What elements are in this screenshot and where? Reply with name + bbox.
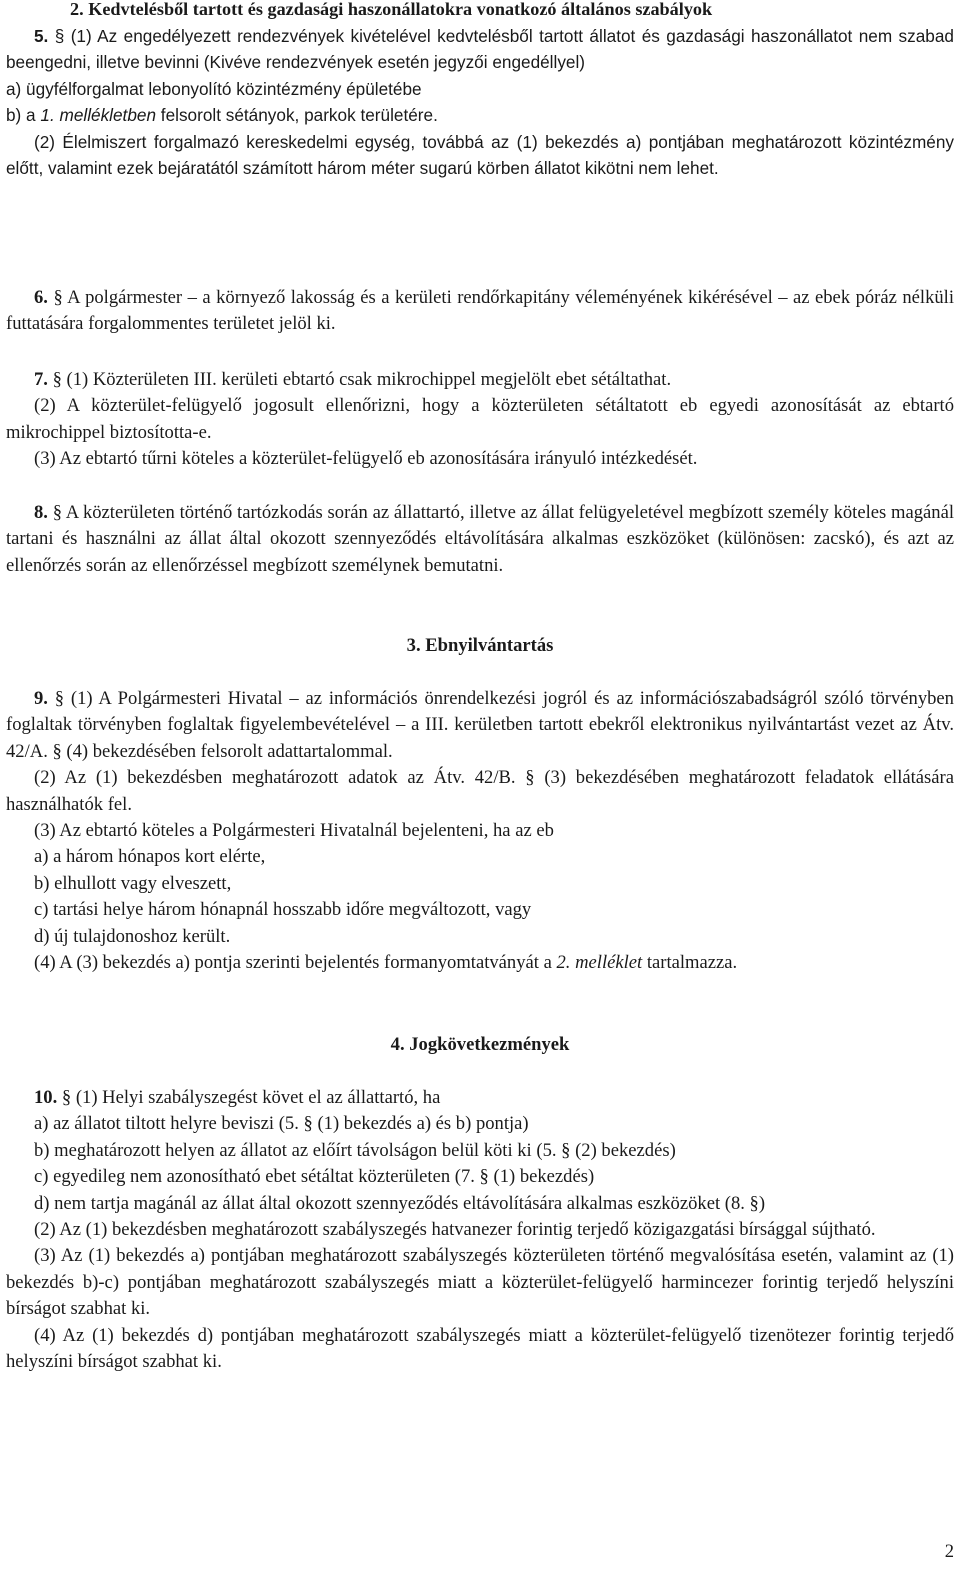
section-8-paragraph: [6, 500, 954, 579]
section-number: 10.: [34, 1087, 58, 1108]
section-number: 8.: [34, 502, 48, 523]
section-9-text: § (1) A Polgármesteri Hivatal – az információs önrendelkezési jogról és az információszabadságról szóló törvényben foglaltak törvényben foglaltak figyelembevételével – a III. kerületben tartott ebekről elektronikus nyilvántartást vezet az Átv. 42/A. § (4) bekezdésében felsorolt adattartalommal.: [6, 688, 954, 762]
section-6: [6, 285, 954, 338]
section-7-paragraph-3: (3) Az ebtartó tűrni köteles a közterület-felügyelő eb azonosítására irányuló intézkedését.: [34, 448, 698, 470]
section-10-item-d: d) nem tartja magánál az állat által okozott szennyeződés eltávolítására alkalmas eszközöket (8. §): [34, 1192, 766, 1214]
section-9-paragraph-2: (2) Az (1) bekezdésben meghatározott adatok az Átv. 42/B. § (3) bekezdésében meghatározott feladatok ellátására használhatók fel.: [6, 767, 954, 815]
section-10-item-c: c) egyedileg nem azonosítható ebet sétáltat közterületen (7. § (1) bekezdés): [34, 1166, 595, 1188]
section-10-paragraph-3: (3) Az (1) bekezdés a) pontjában meghatározott szabályszegés közterületen történő megvalósítása esetén, valamint az (1) bekezdés b)-c) pontjában meghatározott szabályszegés miatt a közterület-felügyelő harmincezer forintig terjedő helyszíni bírságot szabhat ki.: [6, 1245, 954, 1320]
section-title-jogkovetkezmenyek: 4. Jogkövetkezmények: [390, 1034, 570, 1055]
section-9-item-c: c) tartási helye három hónapnál hosszabb időre megváltozott, vagy: [34, 899, 532, 921]
section-5-item-a: a) ügyfélforgalmat lebonyolító közintézmény épületébe: [6, 78, 422, 99]
section-5-item-b: [6, 102, 954, 128]
section-5-paragraph-1: [6, 23, 954, 76]
section-5-paragraph-2: (2) Élelmiszert forgalmazó kereskedelmi egység, továbbá az (1) bekezdés a) pontjában meghatározott közintézmény előtt, valamint ezek bejáratától számított három méter sugarú körben állatot kikötni nem lehet.: [6, 131, 954, 179]
section-number: 6.: [34, 287, 48, 308]
annex-reference: 2. melléklet: [556, 952, 643, 974]
section-10-paragraph-2: (2) Az (1) bekezdésben meghatározott szabályszegés hatvanezer forintig terjedő közigazgatási bírsággal sújtható.: [34, 1219, 876, 1241]
section-10-item-b: b) meghatározott helyen az állatot az előírt távolságon belül köti ki (5. § (2) bekezdés): [34, 1139, 676, 1161]
section-number: 5.: [34, 26, 49, 46]
section-8-text: § A közterületen történő tartózkodás során az állattartó, illetve az állat felügyeletével megbízott személy köteles magánál tartani és használni az állat által okozott szennyeződés eltávolítására alkalmas eszközöket (különösen: zacskó), és azt az ellenőrzés során az ellenőrzéssel megbízott személynek bemutatni.: [6, 502, 954, 576]
page-number: 2: [944, 1541, 954, 1562]
chapter-heading: 2. Kedvtelésből tartott és gazdasági haszonállatokra vonatkozó általános szabályok: [70, 0, 713, 19]
section-10-paragraph-1: [6, 1085, 954, 1111]
section-9-paragraph-4: [6, 950, 954, 976]
section-9: [6, 686, 954, 976]
section-8: [6, 500, 954, 579]
section-10-item-a: a) az állatot tiltott helyre beviszi (5. § (1) bekezdés a) és b) pontja): [34, 1113, 529, 1135]
section-9-item-b: b) elhullott vagy elveszett,: [34, 872, 232, 894]
item-b-suffix: felsorolt sétányok, parkok területére.: [156, 105, 438, 126]
section-number: 9.: [34, 688, 48, 709]
section-7-paragraph-2: (2) A közterület-felügyelő jogosult ellenőrizni, hogy a közterületen sétáltatott eb egyedi azonosítását az ebtartó mikrochippel biztosította-e.: [6, 395, 954, 443]
section-7: [6, 367, 954, 473]
section-5: [6, 23, 954, 181]
section-9-item-d: d) új tulajdonoshoz került.: [34, 925, 231, 947]
annex-reference: 1. mellékletben: [40, 105, 157, 126]
section-10-paragraph-4: (4) Az (1) bekezdés d) pontjában meghatározott szabályszegés miatt a közterület-felügyelő tizenötezer forintig terjedő helyszíni bírságot szabhat ki.: [6, 1324, 954, 1373]
section-9-paragraph-3: (3) Az ebtartó köteles a Polgármesteri Hivatalnál bejelenteni, ha az eb: [34, 820, 554, 842]
item-b-prefix: b) a: [6, 105, 41, 126]
paragraph-4-suffix: tartalmazza.: [642, 952, 738, 974]
section-7-paragraph-1: [6, 367, 954, 393]
section-5-text: § (1) Az engedélyezett rendezvények kivételével kedvtelésből tartott állatot és gazdasági haszonállatot nem szabad beengedni, illetve bevinni (Kivéve rendezvények esetén jegyzői engedéllyel): [6, 26, 954, 73]
section-6-text: § A polgármester – a környező lakosság és a kerületi rendőrkapitány véleményének kikérésével – az ebek póráz nélküli futtatására forgalommentes területet jelöl ki.: [6, 287, 954, 335]
paragraph-4-prefix: (4) A (3) bekezdés a) pontja szerinti bejelentés formanyomtatványát a: [34, 952, 557, 974]
section-title-ebnyilvantartas: 3. Ebnyilvántartás: [406, 635, 554, 656]
section-10-text: § (1) Helyi szabályszegést követ el az állattartó, ha: [61, 1087, 441, 1108]
section-number: 7.: [34, 369, 48, 390]
section-6-paragraph: [6, 285, 954, 338]
section-9-item-a: a) a három hónapos kort elérte,: [34, 846, 266, 868]
section-7-text: § (1) Közterületen III. kerületi ebtartó csak mikrochippel megjelölt ebet sétáltathat.: [52, 369, 672, 390]
section-10: [6, 1085, 954, 1375]
section-9-paragraph-1: [6, 686, 954, 765]
